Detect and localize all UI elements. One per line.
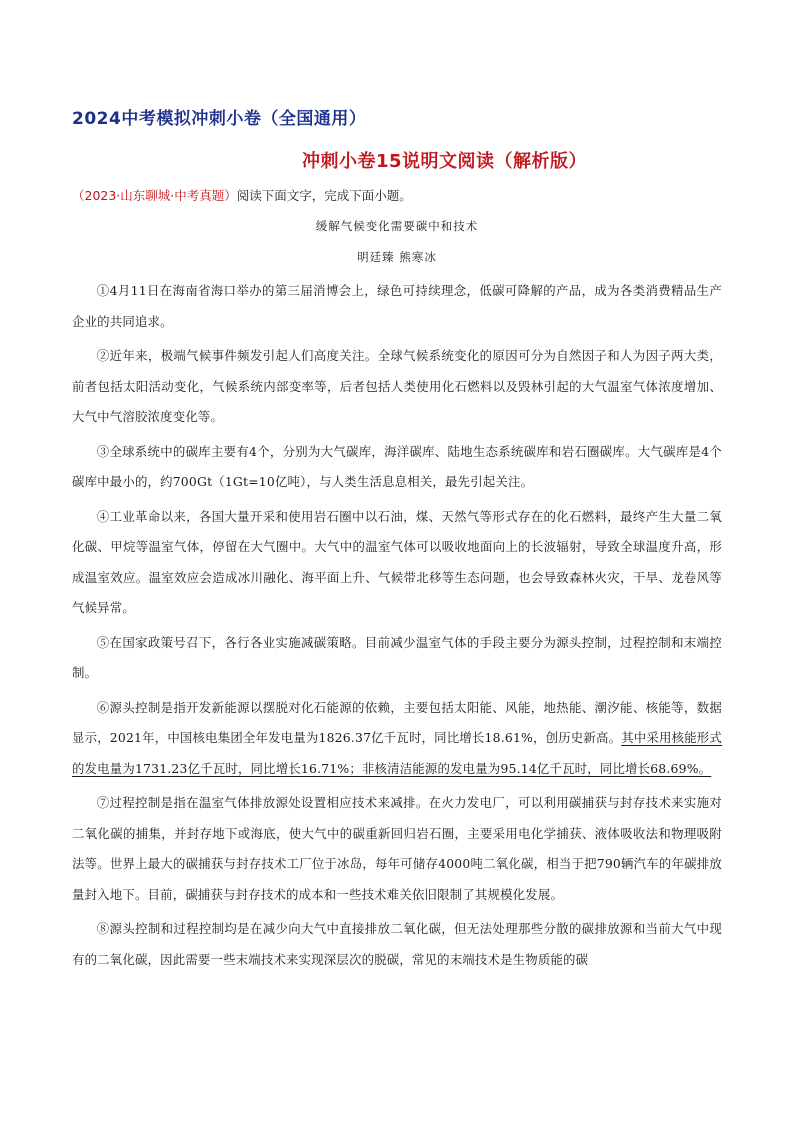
paragraph-4: ④工业革命以来，各国大量开采和使用岩石圈中以石油，煤、天然气等形式存在的化石燃料，最终产生大量二氧化碳、甲烷等温室气体，停留在大气圈中。大气中的温室气体可以吸收地面向上的长波辐射，导致全球温度升高，形成温室效应。温室效应会造成冰川融化、海平面上升、气候带北移等生态问题，也会导致森林火灾，干旱、龙卷风等气候异常。 (72, 508, 722, 615)
paragraph-6-underlined-text: 其中采用核能形式的发电量为1731.23亿千瓦时，同比增长16.71%；非核清洁能源的发电量为95.14亿千瓦时，同比增长68.69%。 (72, 730, 722, 776)
question-instruction: 阅读下面文字，完成下面小题。 (236, 188, 412, 203)
question-source-line (72, 186, 412, 204)
paragraph-6 (72, 693, 722, 785)
paragraph-5: ⑤在国家政策号召下，各行各业实施减碳策略。目前减少温室气体的手段主要分为源头控制，过程控制和末端控制。 (72, 634, 722, 680)
paragraph-8: ⑧源头控制和过程控制均是在减少向大气中直接排放二氧化碳，但无法处理那些分散的碳排放源和当前大气中现有的二氧化碳，因此需要一些末端技术来实现深层次的脱碳，常见的末端技术是生物质能的碳 (72, 921, 722, 967)
paper-title: 冲刺小卷15说明文阅读（解析版） (302, 151, 588, 172)
article-title: 缓解气候变化需要碳中和技术 (315, 219, 479, 233)
article-authors: 明廷臻 熊寒冰 (357, 250, 437, 264)
paragraph-1: ①4月11日在海南省海口举办的第三届消博会上，绿色可持续理念，低碳可降解的产品，成为各类消费精品生产企业的共同追求。 (72, 283, 722, 329)
paragraph-2: ②近年来，极端气候事件频发引起人们高度关注。全球气候系统变化的原因可分为自然因子和人为因子两大类，前者包括太阳活动变化，气候系统内部变率等，后者包括人类使用化石燃料以及毁林引起的大气温室气体浓度增加、大气中气溶胶浓度变化等。 (72, 348, 722, 424)
article-body (72, 276, 722, 979)
paragraph-7: ⑦过程控制是指在温室气体排放源处设置相应技术来减排。在火力发电厂，可以利用碳捕获与封存技术来实施对二氧化碳的捕集，并封存地下或海底，使大气中的碳重新回归岩石圈，主要采用电化学捕获、液体吸收法和物理吸附法等。世界上最大的碳捕获与封存技术工厂位于冰岛，每年可储存4000吨二氧化碳，相当于把790辆汽车的年碳排放量封入地下。目前，碳捕获与封存技术的成本和一些技术难关依旧限制了其规模化发展。 (72, 795, 722, 902)
series-title: 2024中考模拟冲刺小卷（全国通用） (72, 109, 367, 129)
question-source: （2023·山东聊城·中考真题） (72, 188, 237, 203)
paragraph-3: ③全球系统中的碳库主要有4个，分别为大气碳库，海洋碳库、陆地生态系统碳库和岩石圈碳库。大气碳库是4个碳库中最小的，约700Gt（1Gt=10亿吨），与人类生活息息相关，最先引起关注。 (72, 443, 722, 489)
paragraph-6-text: ⑥源头控制是指开发新能源以摆脱对化石能源的依赖，主要包括太阳能、风能，地热能、潮汐能、核能等，数据显示，2021年，中国核电集团全年发电量为1826.37亿千瓦时，同比增长18.61%，创历史新高。 (72, 699, 722, 745)
